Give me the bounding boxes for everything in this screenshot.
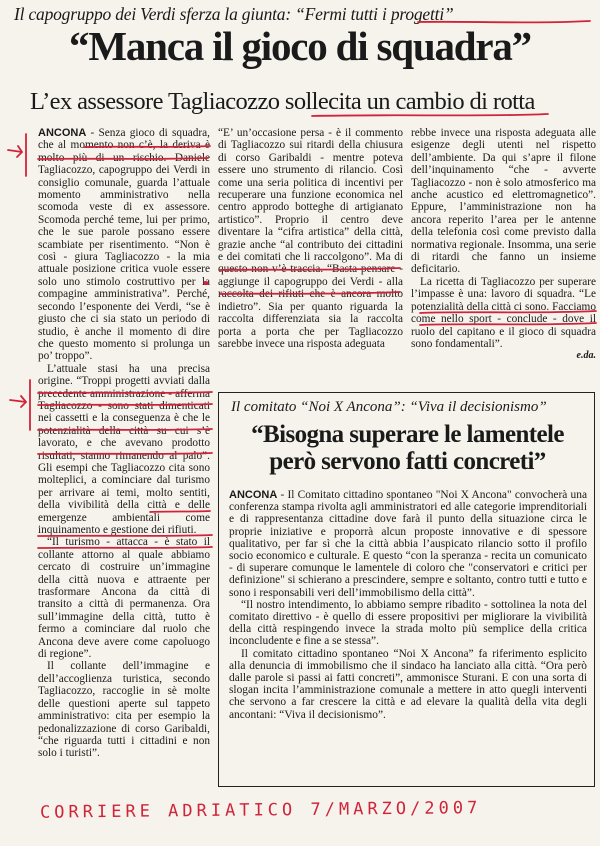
article-column-1 — [38, 127, 210, 787]
article-paragraph: “E’ un’occasione persa - è il commento di Tagliacozzo sui ritardi della chiusura di corso Garibaldi - mentre poteva essere uno strumento di rilancio. Così come una seria politica di incentivi per recuperare una funzione economica nel centro approdo botteghe di artigianato artistico”. Proprio il centro deve diventare la “cifra artistica” della città, grazie anche “al contributo dei cittadini e dei comitati che li raccolgono”. Ma di questo non v’è traccia. “Basta pensare - aggiunge il capogruppo dei Verdi - alla raccolta dei rifiuti che è ancora molto indietro”. Sia per quanto riguarda la raccolta differenziata sia la raccolta porta a porta che per Tagliacozzo sarebbe invece una risposta adeguata — [218, 127, 403, 350]
margin-arrow-mark — [8, 146, 22, 157]
sidebar-box — [218, 392, 595, 787]
sidebar-kicker: Il comitato “Noi X Ancona”: “Viva il decisionismo” — [231, 399, 547, 415]
margin-arrow-mark-2 — [10, 396, 26, 407]
sidebar-paragraph: ANCONA - Il Comitato cittadino spontaneo "Noi X Ancona" convocherà una conferenza stampa rivolta agli amministratori ed alle categorie imprenditoriali e di rappresentanza cittadine dove farà il punto della situazione circa le proprie iniziative e proporrà alcun proposte innovative e di spessore qualitativo, per far sì che la città abbia l’auspicato rilancio sotto il profilo socio economico e culturale. E questo “con la speranza - recita un comunicato - di superare comunque le lamentele di coloro che "conservatori e critici per definizione" si schierano a prescindere, sempre e soltanto, contro tutti e tutto e sono i responsabili veri dell’immobilismo della città”. — [229, 489, 587, 599]
sidebar-headline-line: però servono fatti concreti” — [269, 448, 546, 475]
article-column-3 — [411, 127, 596, 377]
article-subheadline: L’ex assessore Tagliacozzo sollecita un cambio di rotta — [30, 88, 535, 115]
sidebar-headline — [219, 421, 596, 475]
article-kicker: Il capogruppo dei Verdi sferza la giunta: “Fermi tutti i progetti” — [14, 4, 454, 24]
handwritten-source-note: CORRIERE ADRIATICO 7/MARZO/2007 — [39, 798, 482, 823]
sidebar-paragraph: “Il nostro intendimento, lo abbiamo sempre ribadito - sottolinea la nota del comitato direttivo - è quello di essere propositivi per migliorare la vivibilità della città respingendo invece la strada molto più semplice della critica inconcludente e fine a se stessa”. — [229, 598, 587, 648]
author-signature: e.da. — [576, 350, 596, 362]
article-paragraph: L’attuale stasi ha una precisa origine. “Troppi progetti avviati dalla precedente amministrazione - afferma Tagliacozzo - sono stati dimenticati nei cassetti e la conseguenza è che le potenzialità della città su cui s’è lavorato, e che avevano prodotto risultati, stanno rimanendo al palo”. Gli esempi che Tagliacozzo cita sono molteplici, a cominciare dal turismo per arrivare ai temi, molto sentiti, della vivibilità della città e delle emergenze ambientali come inquinamento e gestione dei rifiuti. — [38, 362, 210, 536]
article-headline: “Manca il gioco di squadra” — [69, 23, 531, 69]
sidebar-headline-line: “Bisogna superare le lamentele — [251, 421, 564, 448]
sidebar-dateline: ANCONA — [229, 489, 278, 501]
article-paragraph: Il collante dell’immagine e dell’accoglienza turistica, secondo Tagliacozzo, raccoglie in sè molte delle questioni aperte sul tappeto amministrativo: cita per esempio la pedonalizzazione di corso Garibaldi, “che riguarda tutti i cittadini e non solo i turisti”. — [38, 660, 210, 760]
article-paragraph: ANCONA - Senza gioco di squadra, che al momento non c’è, la deriva è molto più di un rischio. Daniele Tagliacozzo, capogruppo dei Verdi in consiglio comunale, guarda l’attuale momento amministrativo nella scomoda veste di ex assessore. Scomoda perché teme, lui per primo, che le sue parole possano essere scambiate per risentimento. “Non è così - giura Tagliacozzo - la mia attuale posizione critica vuole essere solo uno stimolo costruttivo per la compagine amministrativa”. Perché, secondo l’esponente dei Verdi, “se è giusto che ci sia stato un periodo di studio, è anche il momento di dire che questo momento si prolunga un po’ troppo”. — [38, 127, 210, 363]
article-paragraph: La ricetta di Tagliacozzo per superare l’impasse è una: lavoro di squadra. “Le potenzialità della città ci sono. Facciamo come nello sport - conclude - dove il ruolo del capitano e il gioco di squadra sono fondamentali”. — [411, 275, 596, 350]
sidebar-body — [229, 489, 587, 781]
sidebar-paragraph: Il comitato cittadino spontaneo “Noi X Ancona” fa riferimento esplicito alla denuncia di immobilismo che il sindaco ha lanciato alla città. “Ora però dalle parole si passi ai fatti concreti”, ammonisce Sturani. E con una sorta di slogan incita l’amministrazione comunale a mettere in atto quegli interventi che servono a far crescere la città e ad elevare la qualità della vita degli ancontani: “Viva il decisionismo”. — [229, 647, 587, 721]
article-paragraph: rebbe invece una risposta adeguata alle esigenze degli utenti nel rispetto dell’ambiente. Da qui s’apre il filone dell’inquinamento “che - avverte Tagliacozzo - non è solo atmosferico ma anche acustico ed elettromagnetico”. Eppure, l’amministrazione non ha ancora reperito l’area per le antenne della telefonia così come previsto dalla normativa regionale. Insomma, una serie di ritardi che fanno un insieme deficitario. — [411, 127, 596, 276]
dateline: ANCONA — [38, 127, 87, 139]
article-paragraph: “Il turismo - attacca - è stato il collante attorno al quale abbiamo cercato di costruire un’immagine della città nuova e attraente per trasformare Ancona da città di transito a città di permanenza. Ora sull’immagine della città, tutto è fermo a cominciare dal ruolo che Ancona deve avere come capoluogo di regione”. — [38, 536, 210, 661]
article-column-2 — [218, 127, 403, 397]
